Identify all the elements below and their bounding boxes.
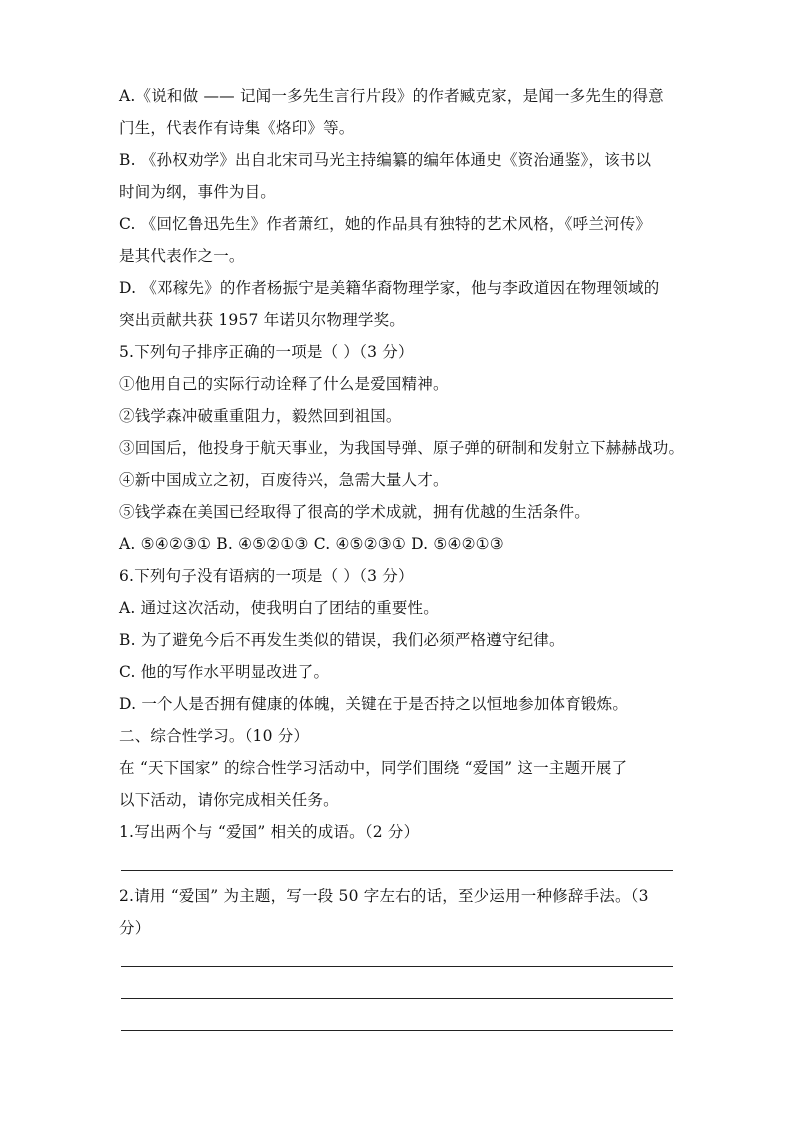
task2-answer-line-3[interactable] <box>121 1030 673 1031</box>
task2-answer-line-1[interactable] <box>121 966 673 967</box>
q5-stem: 5.下列句子排序正确的一项是（ ）（3 分） <box>119 343 414 361</box>
q5-sentence-1: ①他用自己的实际行动诠释了什么是爱国精神。 <box>119 375 449 393</box>
task2-prompt-line1: 2.请用 “爱国” 为主题，写一段 50 字左右的话，至少运用一种修辞手法。（3 <box>119 887 649 905</box>
q6-option-a: A. 通过这次活动，使我明白了团结的重要性。 <box>119 599 439 617</box>
q4-option-b-line1: B. 《孙权劝学》出自北宋司马光主持编纂的编年体通史《资治通鉴》，该书以 <box>119 151 652 169</box>
q6-option-d: D. 一个人是否拥有健康的体魄，关键在于是否持之以恒地参加体育锻炼。 <box>119 695 629 713</box>
q4-option-a-line2: 门生，代表作有诗集《烙印》等。 <box>119 119 355 137</box>
q4-option-c-line2: 是其代表作之一。 <box>119 247 245 265</box>
task1-answer-line[interactable] <box>121 870 673 871</box>
q4-option-b-line2: 时间为纲，事件为目。 <box>119 183 277 201</box>
q5-sentence-3: ③回国后，他投身于航天事业，为我国导弹、原子弹的研制和发射立下赫赫战功。 <box>119 439 685 457</box>
q4-option-a-line1: A.《说和做 —— 记闻一多先生言行片段》的作者臧克家，是闻一多先生的得意 <box>119 87 664 105</box>
q6-stem: 6.下列句子没有语病的一项是（ ）（3 分） <box>119 567 414 585</box>
q4-option-d-line2: 突出贡献共获 1957 年诺贝尔物理学奖。 <box>119 311 406 329</box>
task2-prompt-line2: 分） <box>119 919 151 937</box>
task2-answer-line-2[interactable] <box>121 998 673 999</box>
q5-options: A. ⑤④②③① B. ④⑤②①③ C. ④⑤②③① D. ⑤④②①③ <box>119 535 504 553</box>
section2-intro-line2: 以下活动，请你完成相关任务。 <box>119 791 339 809</box>
section2-heading: 二、综合性学习。（10 分） <box>119 727 310 745</box>
q5-sentence-5: ⑤钱学森在美国已经取得了很高的学术成就，拥有优越的生活条件。 <box>119 503 591 521</box>
q6-option-c: C. 他的写作水平明显改进了。 <box>119 663 330 681</box>
q6-option-b: B. 为了避免今后不再发生类似的错误，我们必须严格遵守纪律。 <box>119 631 565 649</box>
section2-intro-line1: 在 “天下国家” 的综合性学习活动中，同学们围绕 “爱国” 这一主题开展了 <box>119 759 628 777</box>
q4-option-d-line1: D. 《邓稼先》的作者杨振宁是美籍华裔物理学家，他与李政道因在物理领域的 <box>119 279 660 297</box>
task1-prompt: 1.写出两个与 “爱国” 相关的成语。（2 分） <box>119 823 420 841</box>
q5-sentence-2: ②钱学森冲破重重阻力，毅然回到祖国。 <box>119 407 402 425</box>
q4-option-c-line1: C. 《回忆鲁迅先生》作者萧红，她的作品具有独特的艺术风格，《呼兰河传》 <box>119 215 652 233</box>
q5-sentence-4: ④新中国成立之初，百废待兴，急需大量人才。 <box>119 471 449 489</box>
